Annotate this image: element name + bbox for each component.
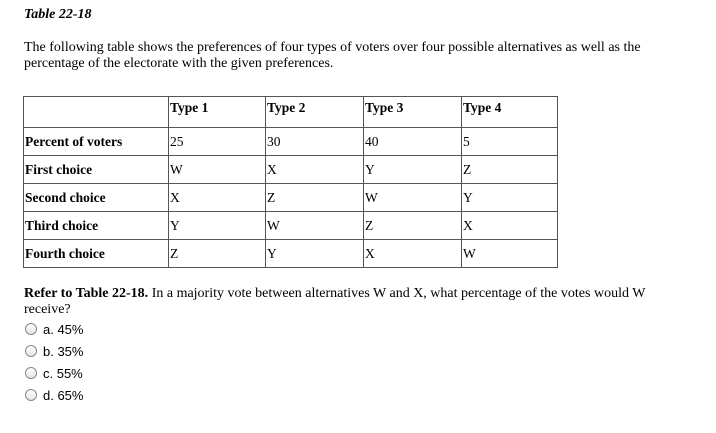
header-type-1: Type 1 xyxy=(169,97,266,128)
header-type-2: Type 2 xyxy=(266,97,364,128)
row-label: Fourth choice xyxy=(24,240,169,268)
table-cell: 5 xyxy=(462,128,558,156)
table-cell: 30 xyxy=(266,128,364,156)
question-text xyxy=(24,286,694,318)
table-row-third-choice xyxy=(24,212,558,240)
preferences-table xyxy=(23,96,558,268)
table-cell: W xyxy=(266,212,364,240)
table-cell: Z xyxy=(169,240,266,268)
option-c[interactable] xyxy=(25,362,83,384)
table-cell: 40 xyxy=(364,128,462,156)
table-title: Table 22-18 xyxy=(24,7,92,22)
table-cell: Z xyxy=(462,156,558,184)
radio-button-icon[interactable] xyxy=(25,345,37,357)
row-label: Third choice xyxy=(24,212,169,240)
table-row-percent xyxy=(24,128,558,156)
intro-text: The following table shows the preferences of four types of voters over four possible alternatives as well as the percentage of the electorate with the given preferences. xyxy=(24,40,641,71)
option-a[interactable] xyxy=(25,318,83,340)
radio-button-icon[interactable] xyxy=(25,323,37,335)
radio-button-icon[interactable] xyxy=(25,367,37,379)
answer-options xyxy=(25,318,83,406)
table-cell: Z xyxy=(266,184,364,212)
table-cell: Z xyxy=(364,212,462,240)
table-row-first-choice xyxy=(24,156,558,184)
table-cell: W xyxy=(364,184,462,212)
table-cell: X xyxy=(364,240,462,268)
row-label: Percent of voters xyxy=(24,128,169,156)
table-row-fourth-choice xyxy=(24,240,558,268)
option-label: c. 55% xyxy=(43,365,83,381)
table-cell: Y xyxy=(462,184,558,212)
table-cell: W xyxy=(462,240,558,268)
table-cell: Y xyxy=(266,240,364,268)
table-cell: Y xyxy=(169,212,266,240)
header-type-3: Type 3 xyxy=(364,97,462,128)
option-label: d. 65% xyxy=(43,387,84,403)
row-label: First choice xyxy=(24,156,169,184)
row-label: Second choice xyxy=(24,184,169,212)
question-body: In a majority vote between alternatives W and X, what percentage of the votes would W receive? xyxy=(24,286,646,317)
table-row-second-choice xyxy=(24,184,558,212)
table-header-row xyxy=(24,97,558,128)
radio-button-icon[interactable] xyxy=(25,389,37,401)
table-cell: X xyxy=(169,184,266,212)
table-cell: Y xyxy=(364,156,462,184)
question-reference: Refer to Table 22-18. xyxy=(24,286,149,301)
table-cell: X xyxy=(266,156,364,184)
table-cell: X xyxy=(462,212,558,240)
table-cell: 25 xyxy=(169,128,266,156)
option-label: a. 45% xyxy=(43,321,84,337)
option-d[interactable] xyxy=(25,384,83,406)
table-cell: W xyxy=(169,156,266,184)
option-b[interactable] xyxy=(25,340,83,362)
header-corner-cell xyxy=(24,97,169,128)
header-type-4: Type 4 xyxy=(462,97,558,128)
option-label: b. 35% xyxy=(43,343,84,359)
